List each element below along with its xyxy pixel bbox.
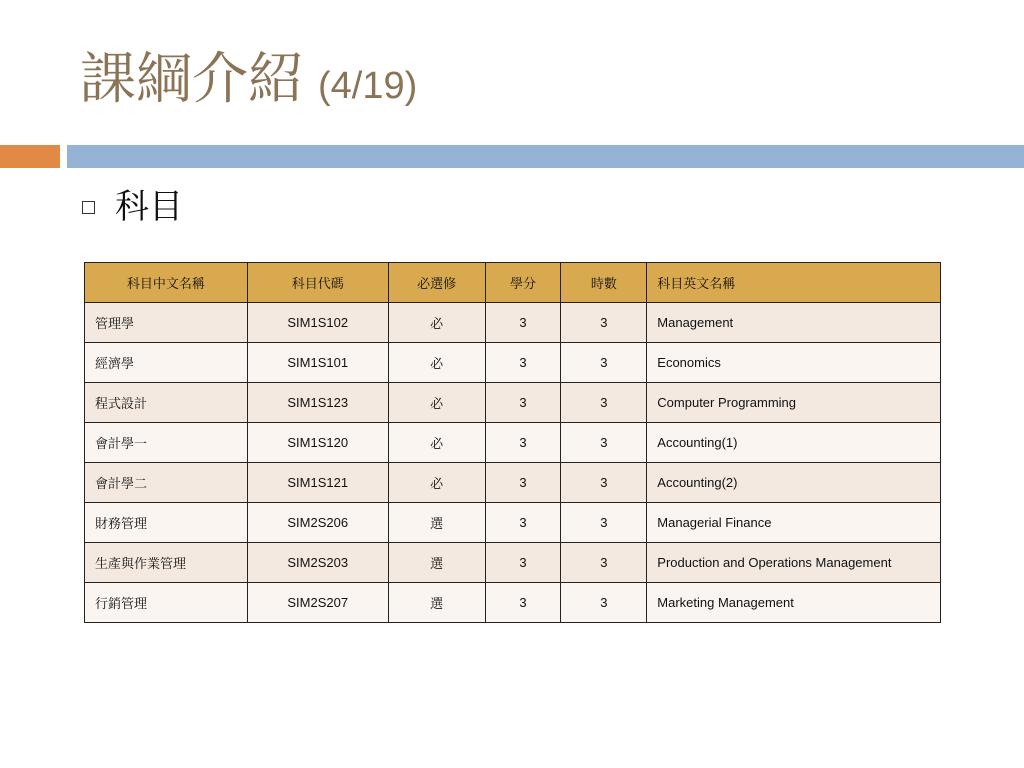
cell-name-en: Production and Operations Management [647, 543, 941, 583]
cell-hours: 3 [561, 423, 647, 463]
cell-credits: 3 [485, 423, 561, 463]
cell-credits: 3 [485, 583, 561, 623]
cell-type: 選 [388, 503, 485, 543]
table-row [85, 463, 941, 503]
cell-name-zh: 管理學 [85, 303, 248, 343]
header-name-en: 科目英文名稱 [647, 263, 941, 303]
cell-name-zh: 經濟學 [85, 343, 248, 383]
cell-credits: 3 [485, 343, 561, 383]
cell-name-en: Accounting(1) [647, 423, 941, 463]
cell-credits: 3 [485, 303, 561, 343]
cell-type: 選 [388, 543, 485, 583]
course-table [84, 262, 941, 623]
cell-name-zh: 會計學一 [85, 423, 248, 463]
cell-hours: 3 [561, 543, 647, 583]
cell-hours: 3 [561, 303, 647, 343]
cell-name-zh: 財務管理 [85, 503, 248, 543]
table-header-row [85, 263, 941, 303]
header-code: 科目代碼 [247, 263, 388, 303]
cell-code: SIM1S121 [247, 463, 388, 503]
cell-name-zh: 程式設計 [85, 383, 248, 423]
page-indicator: (4/19) [318, 65, 418, 107]
cell-name-en: Managerial Finance [647, 503, 941, 543]
cell-type: 必 [388, 423, 485, 463]
cell-credits: 3 [485, 503, 561, 543]
header-credits: 學分 [485, 263, 561, 303]
cell-type: 必 [388, 343, 485, 383]
table-row [85, 383, 941, 423]
cell-code: SIM1S102 [247, 303, 388, 343]
header-hours: 時數 [561, 263, 647, 303]
cell-code: SIM1S123 [247, 383, 388, 423]
bullet-text: 科目 [115, 187, 183, 227]
cell-hours: 3 [561, 503, 647, 543]
cell-code: SIM2S207 [247, 583, 388, 623]
cell-type: 必 [388, 383, 485, 423]
cell-name-zh: 會計學二 [85, 463, 248, 503]
table-row [85, 303, 941, 343]
cell-code: SIM2S206 [247, 503, 388, 543]
cell-type: 必 [388, 303, 485, 343]
cell-name-en: Accounting(2) [647, 463, 941, 503]
cell-type: 必 [388, 463, 485, 503]
cell-hours: 3 [561, 343, 647, 383]
slide-title-text: 課綱介紹 [80, 47, 304, 112]
cell-credits: 3 [485, 543, 561, 583]
table-row [85, 343, 941, 383]
accent-bar-orange [0, 145, 60, 168]
cell-type: 選 [388, 583, 485, 623]
cell-name-en: Marketing Management [647, 583, 941, 623]
cell-name-zh: 生產與作業管理 [85, 543, 248, 583]
cell-name-zh: 行銷管理 [85, 583, 248, 623]
bullet-item [82, 182, 183, 232]
cell-credits: 3 [485, 383, 561, 423]
cell-name-en: Management [647, 303, 941, 343]
cell-credits: 3 [485, 463, 561, 503]
slide-title [80, 40, 417, 120]
cell-code: SIM1S101 [247, 343, 388, 383]
table-row [85, 503, 941, 543]
table-row [85, 583, 941, 623]
table-row [85, 543, 941, 583]
header-name-zh: 科目中文名稱 [85, 263, 248, 303]
square-bullet-icon [82, 201, 95, 214]
cell-name-en: Economics [647, 343, 941, 383]
cell-hours: 3 [561, 463, 647, 503]
cell-hours: 3 [561, 583, 647, 623]
accent-bar-blue [67, 145, 1024, 168]
table-row [85, 423, 941, 463]
header-type: 必選修 [388, 263, 485, 303]
cell-hours: 3 [561, 383, 647, 423]
cell-name-en: Computer Programming [647, 383, 941, 423]
cell-code: SIM1S120 [247, 423, 388, 463]
cell-code: SIM2S203 [247, 543, 388, 583]
